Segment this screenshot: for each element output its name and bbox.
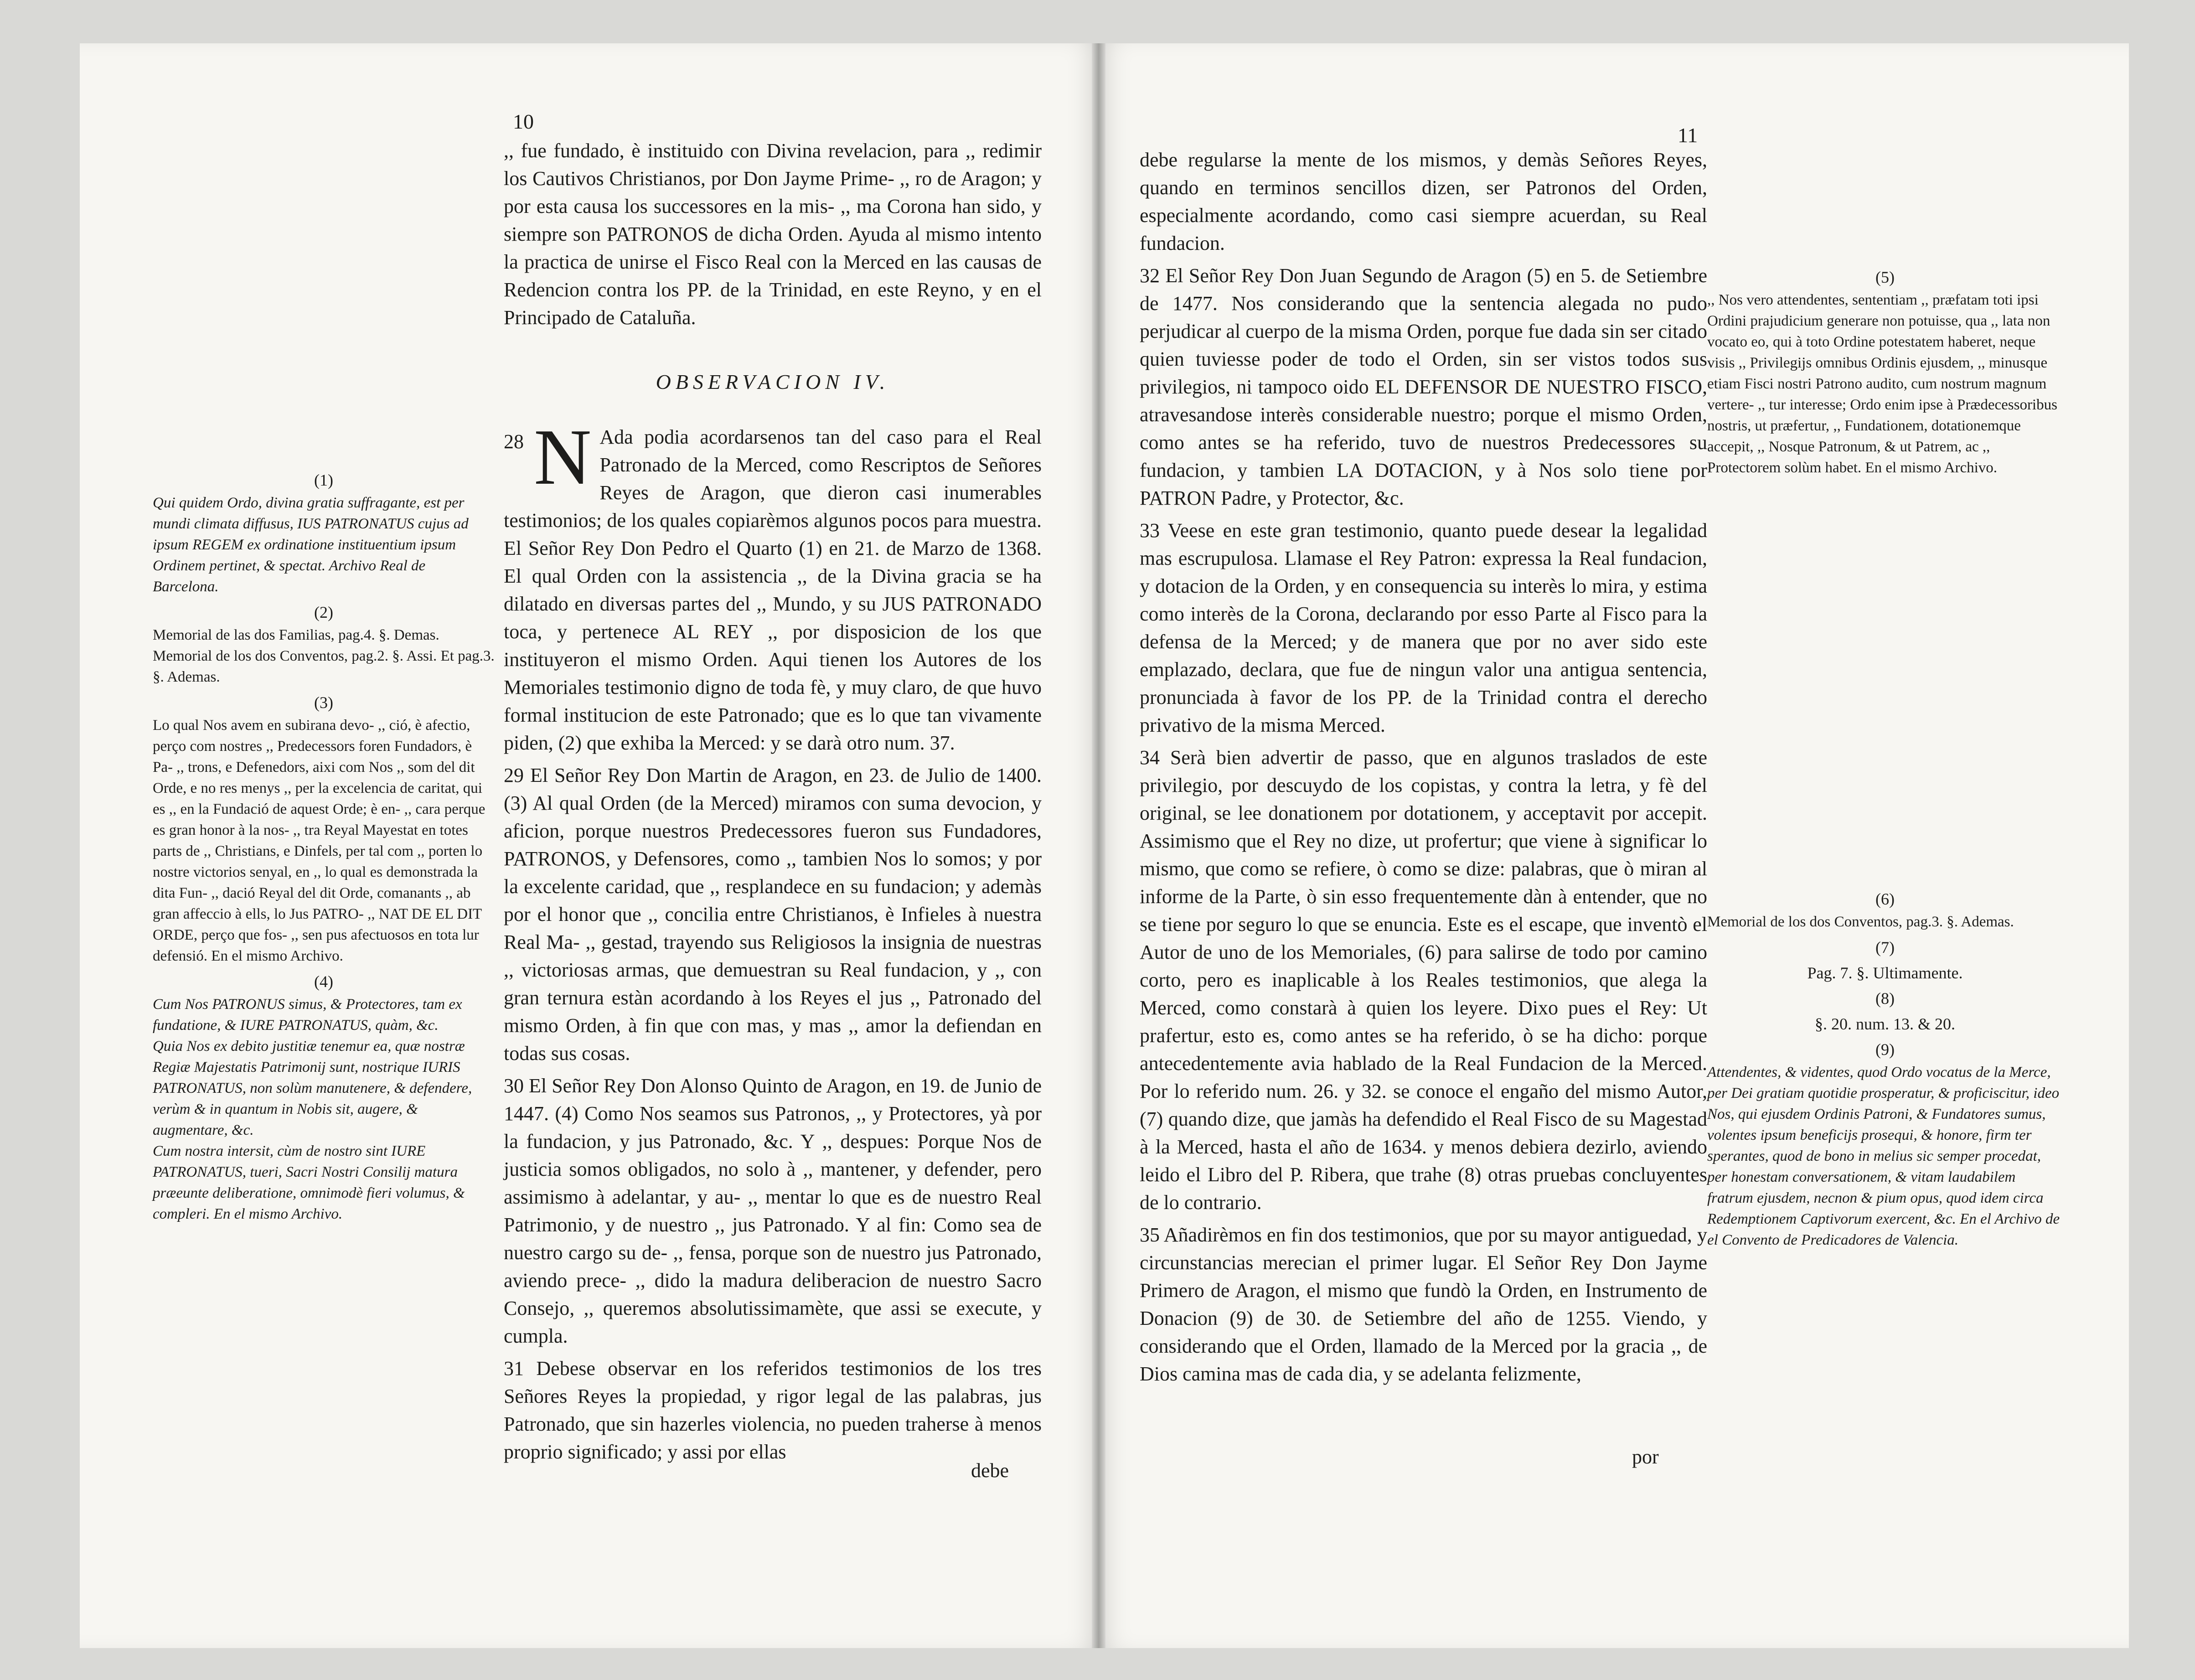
right-catchword: por — [1632, 1446, 1659, 1468]
note-number: (7) — [1875, 938, 1895, 956]
note-number: (4) — [314, 972, 333, 991]
note-text: Memorial de los dos Conventos, pag.2. §. Assi. Et pag.3. §. Ademas. — [153, 648, 495, 685]
right-folio: 11 — [1678, 124, 1698, 147]
left-paragraph-28: 28 N Ada podia acordarsenos tan del caso para el Real Patronado de la Merced, como Rescriptos de Señores Reyes de Aragon, que dieron casi inumerables testimonios; de los quales copiarèmos algunos pocos para muestra. El Señor Rey Don Pedro el Quarto (1) en 21. de Marzo de 1368. El qual Orden con la assistencia ,, de la Divina gracia se ha dilatado en diversas partes del ,, Mundo, y su JUS PATRONADO toca, y pertenece AL REY ,, por disposicion de los que instituyeron el mismo Orden. Aqui tienen los Autores de los Memoriales testimonio digno de toda fè, y muy claro, de que huvo formal institucion de este Patronado; que es lo que tan vivamente piden, (2) que exhiba la Merced: y se darà otro num. 37. — [504, 413, 1042, 754]
note-number: (8) — [1875, 989, 1895, 1008]
left-paragraph-29: 29 El Señor Rey Don Martin de Aragon, en 23. de Julio de 1400. (3) Al qual Orden (de la Merced) miramos con suma devocion, y aficion, porque nuestros Predecessores fueron sus Fundadores, PATRONOS, y Defensores, como ,, tambien Nos lo somos; y por la excelente caridad, que ,, resplandece en su fundacion; y ademàs por el honor que ,, concilia entre Christianos, è Infieles à nuestra Real Ma- ,, gestad, trayendo sus Religiosos la insignia de nuestras ,, victoriosas armas, que demuestran su Real fundacion, y ,, con gran ternura estàn acordando à los Reyes el jus ,, Patronado del mismo Orden, à fin que con mas, y mas ,, amor la defiendan en todas sus cosas. — [504, 764, 1042, 1065]
note-text: Pag. 7. §. Ultimamente. — [1807, 964, 1963, 982]
right-paragraph-32: 32 El Señor Rey Don Juan Segundo de Aragon (5) en 5. de Setiembre de 1477. Nos considerando que la sentencia alegada no pudo perjudicar al cuerpo de la misma Orden, porque fue dada sin ser citado quien tuviesse poder de todo el Orden, sin ser vistos todos sus privilegios, ni tampoco oido EL DEFENSOR DE NUESTRO FISCO, atravesandose interès considerable nuestro; porque el mismo Orden, como antes se ha referido, tuvo de nuestros Predecessores su fundacion, y tambien LA DOTACION, y à Nos solo tiene por PATRON Padre, y Protector, &c. — [1140, 264, 1707, 509]
drop-cap: N — [534, 413, 592, 501]
book-gutter — [1092, 43, 1105, 1648]
left-notes-column — [153, 465, 495, 1225]
left-folio: 10 — [513, 110, 534, 133]
right-main-column — [1140, 146, 1707, 1392]
left-paragraph-0: ,, fue fundado, è instituido con Divina revelacion, para ,, redimir los Cautivos Christianos, por Don Jayme Prime- ,, ro de Aragon; y por esta causa los successores en la mis- ,, ma Corona han sido, y siempre son PATRONOS de dicha Orden. Ayuda al mismo intento la practica de unirse el Fisco Real con la Merced en las causas de Redencion contra los PP. de la Trinidad, en este Reyno, y en el Principado de Cataluña. — [504, 140, 1042, 329]
note-text: Memorial de las dos Familias, pag.4. §. Demas. — [153, 627, 439, 643]
note-number: (5) — [1875, 268, 1895, 286]
left-main-column — [504, 137, 1042, 1470]
right-notes-column — [1707, 262, 2063, 1251]
note-text: Cum Nos PATRONUS simus, & Protectores, tam ex fundatione, & IURE PATRONATUS, quàm, &c. — [153, 996, 462, 1034]
right-paragraph-34: 34 Serà bien advertir de passo, que en algunos traslados de este privilegio, por descuydo de los copistas, y contra la letra, y fè del original, se lee donationem por dotationem, y acceptavit por accepit. Assimismo que el Rey no dize, ut profertur; que viene à significar lo mismo, que como se refiere, ò como se dize: palabras, que ò miran al informe de la Parte, ò sin esso frequentemente dàn à entender, que no se tiene por seguro lo que se enuncia. Este es el escape, que inventò el Autor de uno de los Memoriales, (6) para salirse de todo por camino corto, pero es inaplicable à los Reales testimonios, que alega la Merced, como constarà à quien los leyere. Dixo pues el Rey: Ut prafertur, esto es, como antes se ha referido, ò se ha dicho: porque antecedentemente avia hablado de la Real Fundacion de la Merced. Por lo referido num. 26. y 32. se conoce el engaño del mismo Autor, (7) quando dize, que jamàs ha defendido el Real Fisco de su Magestad à la Merced, hasta el año de 1634. y menos debiera dezirlo, aviendo leido el Libro del P. Ribera, que trahe (8) otras pruebas concluyentes de lo contrario. — [1140, 746, 1707, 1214]
right-paragraph-33: 33 Veese en este gran testimonio, quanto puede desear la legalidad mas escrupulosa. Llamase el Rey Patron: expressa la Real fundacion, y dotacion de la Orden, y en consequencia su interès lo mira, y estima como interès de la Corona, declarando por esso Parte al Fisco para la defensa de la Merced; y de manera que por no aver sido este emplazado, declara, que fue de ningun valor una antigua sentencia, pronunciada à favor de los PP. de la Trinidad contra el derecho privativo de la misma Merced. — [1140, 519, 1707, 736]
left-catchword: debe — [971, 1459, 1009, 1482]
observacion-heading: OBSERVACION IV. — [656, 370, 890, 393]
note-text: ,, Nos vero attendentes, sententiam ,, præfatam toti ipsi Ordini prajudicium generare non potuisse, qua ,, lata non vocato eo, qui à toto Ordine potestatem haberet, neque visis ,, Privilegijs omnibus Ordinis ejusdem, ,, minusque etiam Fisci nostri Patrono audito, cum nostrum magnum vertere- ,, tur interesse; Ordo enim ipse à Prædecessoribus nostris, ut præfertur, ,, Fundationem, dotationemque accepit, ,, Nosque Patronum, & ut Patrem, ac ,, Protectorem solùm habet. En el mismo Archivo. — [1707, 292, 2057, 476]
note-text: §. 20. num. 13. & 20. — [1814, 1015, 1955, 1033]
left-paragraph-31: 31 Debese observar en los referidos testimonios de los tres Señores Reyes la propiedad, y rigor legal de las palabras, jus Patronado, que sin hazerles violencia, no pueden traherse à menos proprio significado; y assi por ellas — [504, 1357, 1042, 1463]
note-number: (6) — [1875, 890, 1895, 908]
note-number: (1) — [314, 471, 333, 489]
note-text: Cum nostra intersit, cùm de nostro sint IURE PATRONATUS, tueri, Sacri Nostri Consilij matura præeunte deliberatione, omnimodè fieri volumus, & compleri. En el mismo Archivo. — [153, 1143, 465, 1222]
right-paragraph-0: debe regularse la mente de los mismos, y demàs Señores Reyes, quando en terminos sencillos dizen, ser Patronos del Orden, especialmente acordando, como casi siempre acuerdan, su Real fundacion. — [1140, 149, 1707, 254]
note-text: Memorial de los dos Conventos, pag.3. §. Ademas. — [1707, 914, 2014, 930]
left-paragraph-30: 30 El Señor Rey Don Alonso Quinto de Aragon, en 19. de Junio de 1447. (4) Como Nos seamos sus Patronos, ,, y Protectores, yà por la fundacion, y jus Patronado, &c. Y ,, despues: Porque Nos de justicia somos obligados, no solo à ,, mantener, y defender, pero assimismo à adelantar, y au- ,, mentar lo que es de nuestro Real Patrimonio, y de nuestro ,, jus Patronado. Y al fin: Como sea de nuestro cargo su de- ,, fensa, porque son de nuestro jus Patronado, aviendo prece- ,, dido la madura deliberacion de nuestro Sacro Consejo, ,, queremos absolutissimamète, que assi se execute, y cumpla. — [504, 1075, 1042, 1347]
note-text: Qui quidem Ordo, divina gratia suffragante, est per mundi climata diffusus, IUS PATRONATUS cujus ad ipsum REGEM ex ordinatione instituentium ipsum Ordinem pertinet, & spectat. Archivo Real de Barcelona. — [153, 495, 469, 595]
note-number: (3) — [314, 693, 333, 712]
note-text: Quia Nos ex debito justitiæ tenemur ea, quæ nostræ Regiæ Majestatis Patrimonij sunt, nostrique IURIS PATRONATUS, non solùm manutenere, & defendere, verùm & in quantum in Nobis sit, augere, & augmentare, &c. — [153, 1038, 472, 1138]
note-text: Attendentes, & videntes, quod Ordo vocatus de la Merce, per Dei gratiam quotidie prosperatur, & proficiscitur, ideo Nos, qui ejusdem Ordinis Patroni, & Fundatores sumus, volentes ipsum beneficijs prosequi, & honore, firm ter sperantes, quod de bono in melius sic semper procedat, per honestam conversationem, & vitam laudabilem fratrum ejusdem, necnon & pium opus, quod idem circa Redemptionem Captivorum exercent, &c. En el Archivo de el Convento de Predicadores de Valencia. — [1707, 1064, 2060, 1248]
note-number: (2) — [314, 603, 333, 621]
note-number: (9) — [1875, 1040, 1895, 1059]
paragraph-number-28: 28 — [504, 430, 524, 453]
right-paragraph-35: 35 Añadirèmos en fin dos testimonios, que por su mayor antiguedad, y circunstancias merecian el primer lugar. El Señor Rey Don Jayme Primero de Aragon, el mismo que fundò la Orden, en Instrumento de Donacion (9) de 30. de Setiembre del año de 1255. Viendo, y considerando que el Orden, llamado de la Merced por la gracia ,, de Dios camina mas de cada dia, y se adelanta felizmente, — [1140, 1224, 1707, 1385]
note-text: Lo qual Nos avem en subirana devo- ,, ció, è afectio, perço com nostres ,, Predecessors foren Fundadors, è Pa- ,, trons, e Defenedors, aixi com Nos ,, som del dit Orde, e no res menys ,, per la excelencia de caritat, qui es ,, en la Fundació de aquest Orde; è en- ,, cara perque es gran honor à la nos- ,, tra Reyal Mayestat en totes parts de ,, Christians, e Dinfels, per tal com ,, porten lo nostre victorios senyal, en ,, lo qual es demonstrada la dita Fun- ,, dació Reyal del dit Orde, comanants ,, ab gran affeccio à ells, lo Jus PATRO- ,, NAT DE EL DIT ORDE, perço que fos- ,, sen pus afectuosos en tota lur defensió. En el mismo Archivo. — [153, 717, 485, 964]
